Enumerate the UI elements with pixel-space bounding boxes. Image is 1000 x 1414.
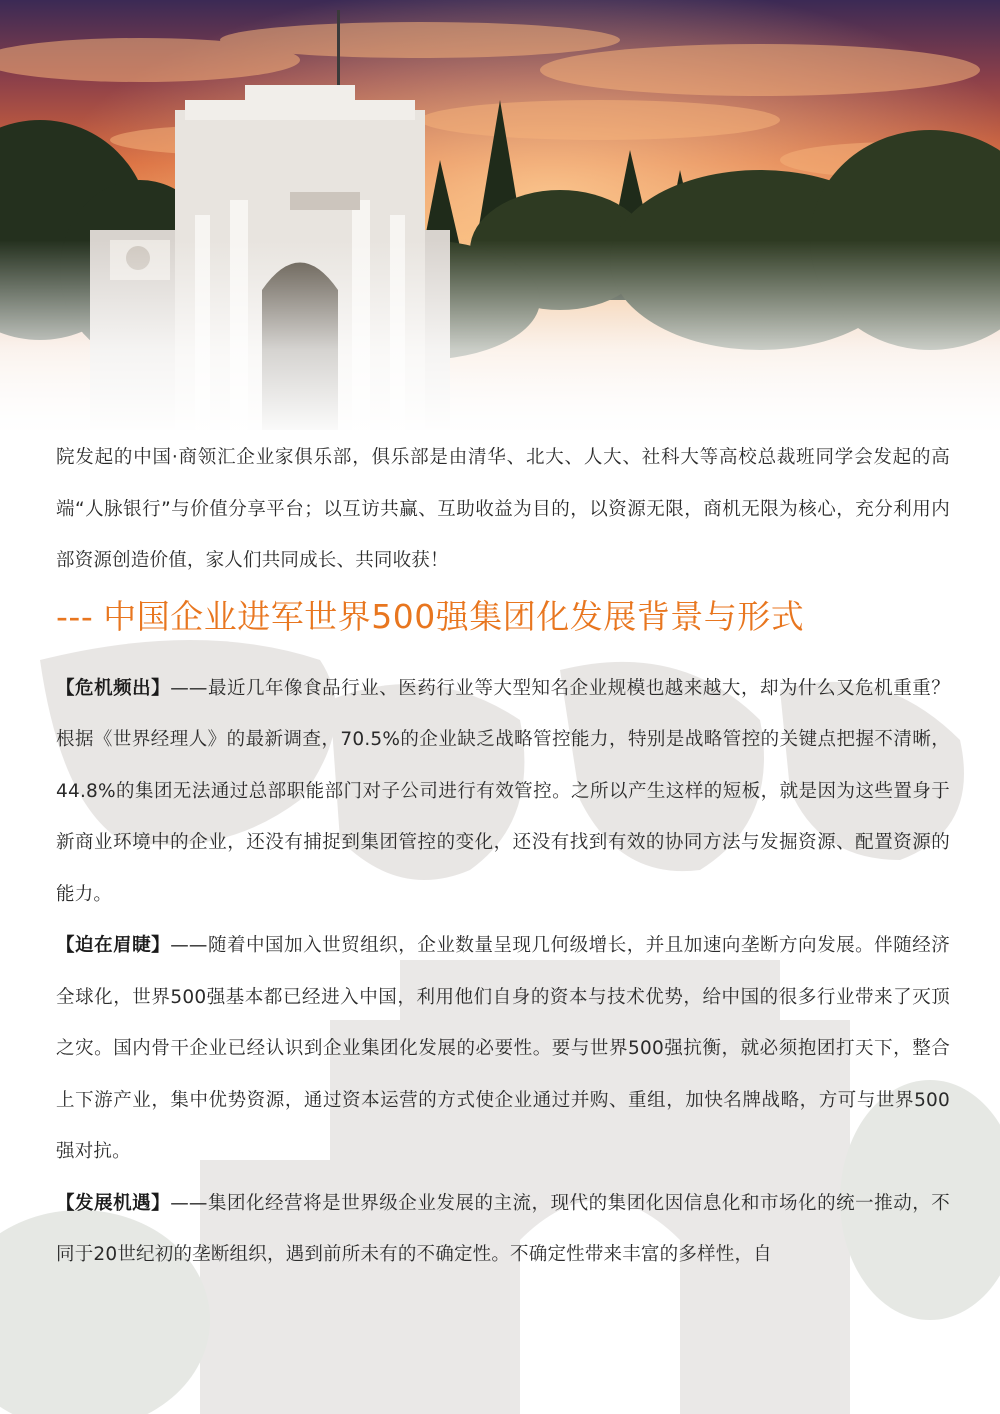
paragraph-tag: 【危机频出】 xyxy=(56,677,171,699)
paragraph-text: ——随着中国加入世贸组织，企业数量呈现几何级增长，并且加速向垄断方向发展。伴随经济全球化，世界500强基本都已经进入中国，利用他们自身的资本与技术优势，给中国的很多行业带来了灭顶之灾。国内骨干企业已经认识到企业集团化发展的必要性。要与世界500强抗衡，就必须抱团打天下，整合上下游产业，集中优势资源，通过资本运营的方式使企业通过并购、重组，加快名牌战略，方可与世界500强对抗。 xyxy=(56,935,950,1162)
paragraph-urgent xyxy=(56,920,950,1178)
paragraph-text: ——最近几年像食品行业、医药行业等大型知名企业规模也越来越大，却为什么又危机重重？根据《世界经理人》的最新调查，70.5%的企业缺乏战略管控能力，特别是战略管控的关键点把握不清晰，44.8%的集团无法通过总部职能部门对子公司进行有效管控。之所以产生这样的短板，就是因为这些置身于新商业环境中的企业，还没有捕捉到集团管控的变化，还没有找到有效的协同方法与发掘资源、配置资源的能力。 xyxy=(56,677,950,905)
paragraph-tag: 【迫在眉睫】 xyxy=(56,935,171,956)
section-title-dash: --- xyxy=(56,596,94,636)
hero-fade xyxy=(0,240,1000,430)
paragraph-tag: 【发展机遇】 xyxy=(56,1192,171,1214)
section-title-text: 中国企业进军世界500强集团化发展背景与形式 xyxy=(103,596,805,636)
paragraph-crisis xyxy=(56,663,950,921)
paragraph-opportunity xyxy=(56,1178,950,1281)
main-content xyxy=(56,432,950,1281)
section-title xyxy=(56,595,950,639)
paragraph-text: ——集团化经营将是世界级企业发展的主流，现代的集团化因信息化和市场化的统一推动，不同于20世纪初的垄断组织，遇到前所未有的不确定性。不确定性带来丰富的多样性，自 xyxy=(56,1192,950,1265)
intro-paragraph: 院发起的中国·商领汇企业家俱乐部，俱乐部是由清华、北大、人大、社科大等高校总裁班同学会发起的高端“人脉银行”与价值分享平台；以互访共赢、互助收益为目的，以资源无限，商机无限为核心，充分利用内部资源创造价值，家人们共同成长、共同收获！ xyxy=(56,447,950,571)
hero-photo xyxy=(0,0,1000,430)
